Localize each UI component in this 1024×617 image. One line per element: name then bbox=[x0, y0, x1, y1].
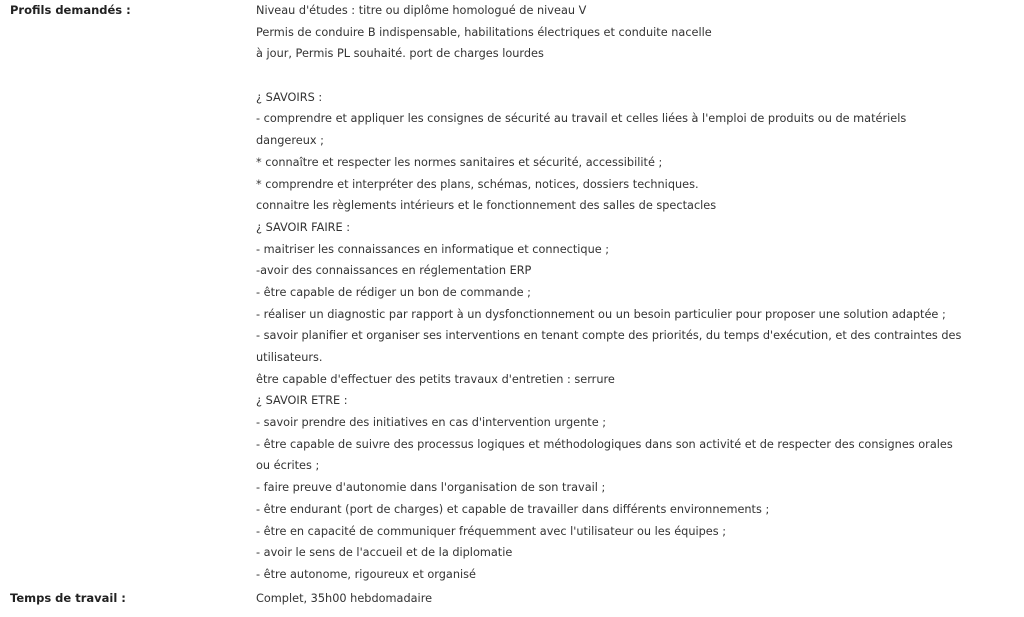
profils-line: - être capable de suivre des processus logiques et méthodologiques dans son activité et de respecter des consignes orales bbox=[256, 437, 953, 451]
profils-line: dangereux ; bbox=[256, 134, 324, 148]
profils-line: être capable d'effectuer des petits travaux d'entretien : serrure bbox=[256, 372, 615, 386]
profils-line: ¿ SAVOIRS : bbox=[256, 90, 323, 104]
profils-line bbox=[256, 65, 1020, 87]
profils-line: - réaliser un diagnostic par rapport à un dysfonctionnement ou un besoin particulier pour proposer une solution adaptée ; bbox=[256, 307, 946, 321]
profils-line: Niveau d'études : titre ou diplôme homologué de niveau V bbox=[256, 4, 587, 17]
profils-line: - avoir le sens de l'accueil et de la diplomatie bbox=[256, 546, 513, 560]
profils-line: - être autonome, rigoureux et organisé bbox=[256, 567, 476, 581]
profils-line: Permis de conduire B indispensable, habilitations électriques et conduite nacelle bbox=[256, 25, 712, 39]
profils-line: utilisateurs. bbox=[256, 351, 323, 364]
profils-line: connaitre les règlements intérieurs et le fonctionnement des salles de spectacles bbox=[256, 199, 717, 213]
profils-line: ¿ SAVOIR ETRE : bbox=[256, 394, 348, 408]
profils-line: - maitriser les connaissances en informatique et connectique ; bbox=[256, 242, 610, 256]
profils-line: -avoir des connaissances en réglementation ERP bbox=[256, 264, 532, 278]
profils-line: - savoir planifier et organiser ses interventions en tenant compte des priorités, du temps d'exécution, et des contraintes des bbox=[256, 329, 962, 343]
profils-line: - faire preuve d'autonomie dans l'organisation de son travail ; bbox=[256, 481, 606, 495]
profils-line: ou écrites ; bbox=[256, 459, 320, 473]
profils-line: à jour, Permis PL souhaité. port de charges lourdes bbox=[256, 47, 544, 61]
profils-label: Profils demandés : bbox=[10, 3, 131, 17]
profils-line: - savoir prendre des initiatives en cas d'intervention urgente ; bbox=[256, 416, 607, 430]
profils-line: * comprendre et interpréter des plans, schémas, notices, dossiers techniques. bbox=[256, 177, 699, 191]
profils-content bbox=[256, 0, 1020, 586]
profils-line: - être endurant (port de charges) et capable de travailler dans différents environnements ; bbox=[256, 502, 770, 516]
profils-line: - être capable de rédiger un bon de commande ; bbox=[256, 285, 531, 299]
temps-value: Complet, 35h00 hebdomadaire bbox=[256, 592, 433, 605]
profils-line: ¿ SAVOIR FAIRE : bbox=[256, 220, 351, 234]
profils-line: - être en capacité de communiquer fréquemment avec l'utilisateur ou les équipes ; bbox=[256, 524, 727, 538]
profils-line: - comprendre et appliquer les consignes de sécurité au travail et celles liées à l'emploi de produits ou de matériels bbox=[256, 112, 907, 126]
temps-label: Temps de travail : bbox=[10, 591, 126, 605]
profils-line: * connaître et respecter les normes sanitaires et sécurité, accessibilité ; bbox=[256, 155, 663, 169]
